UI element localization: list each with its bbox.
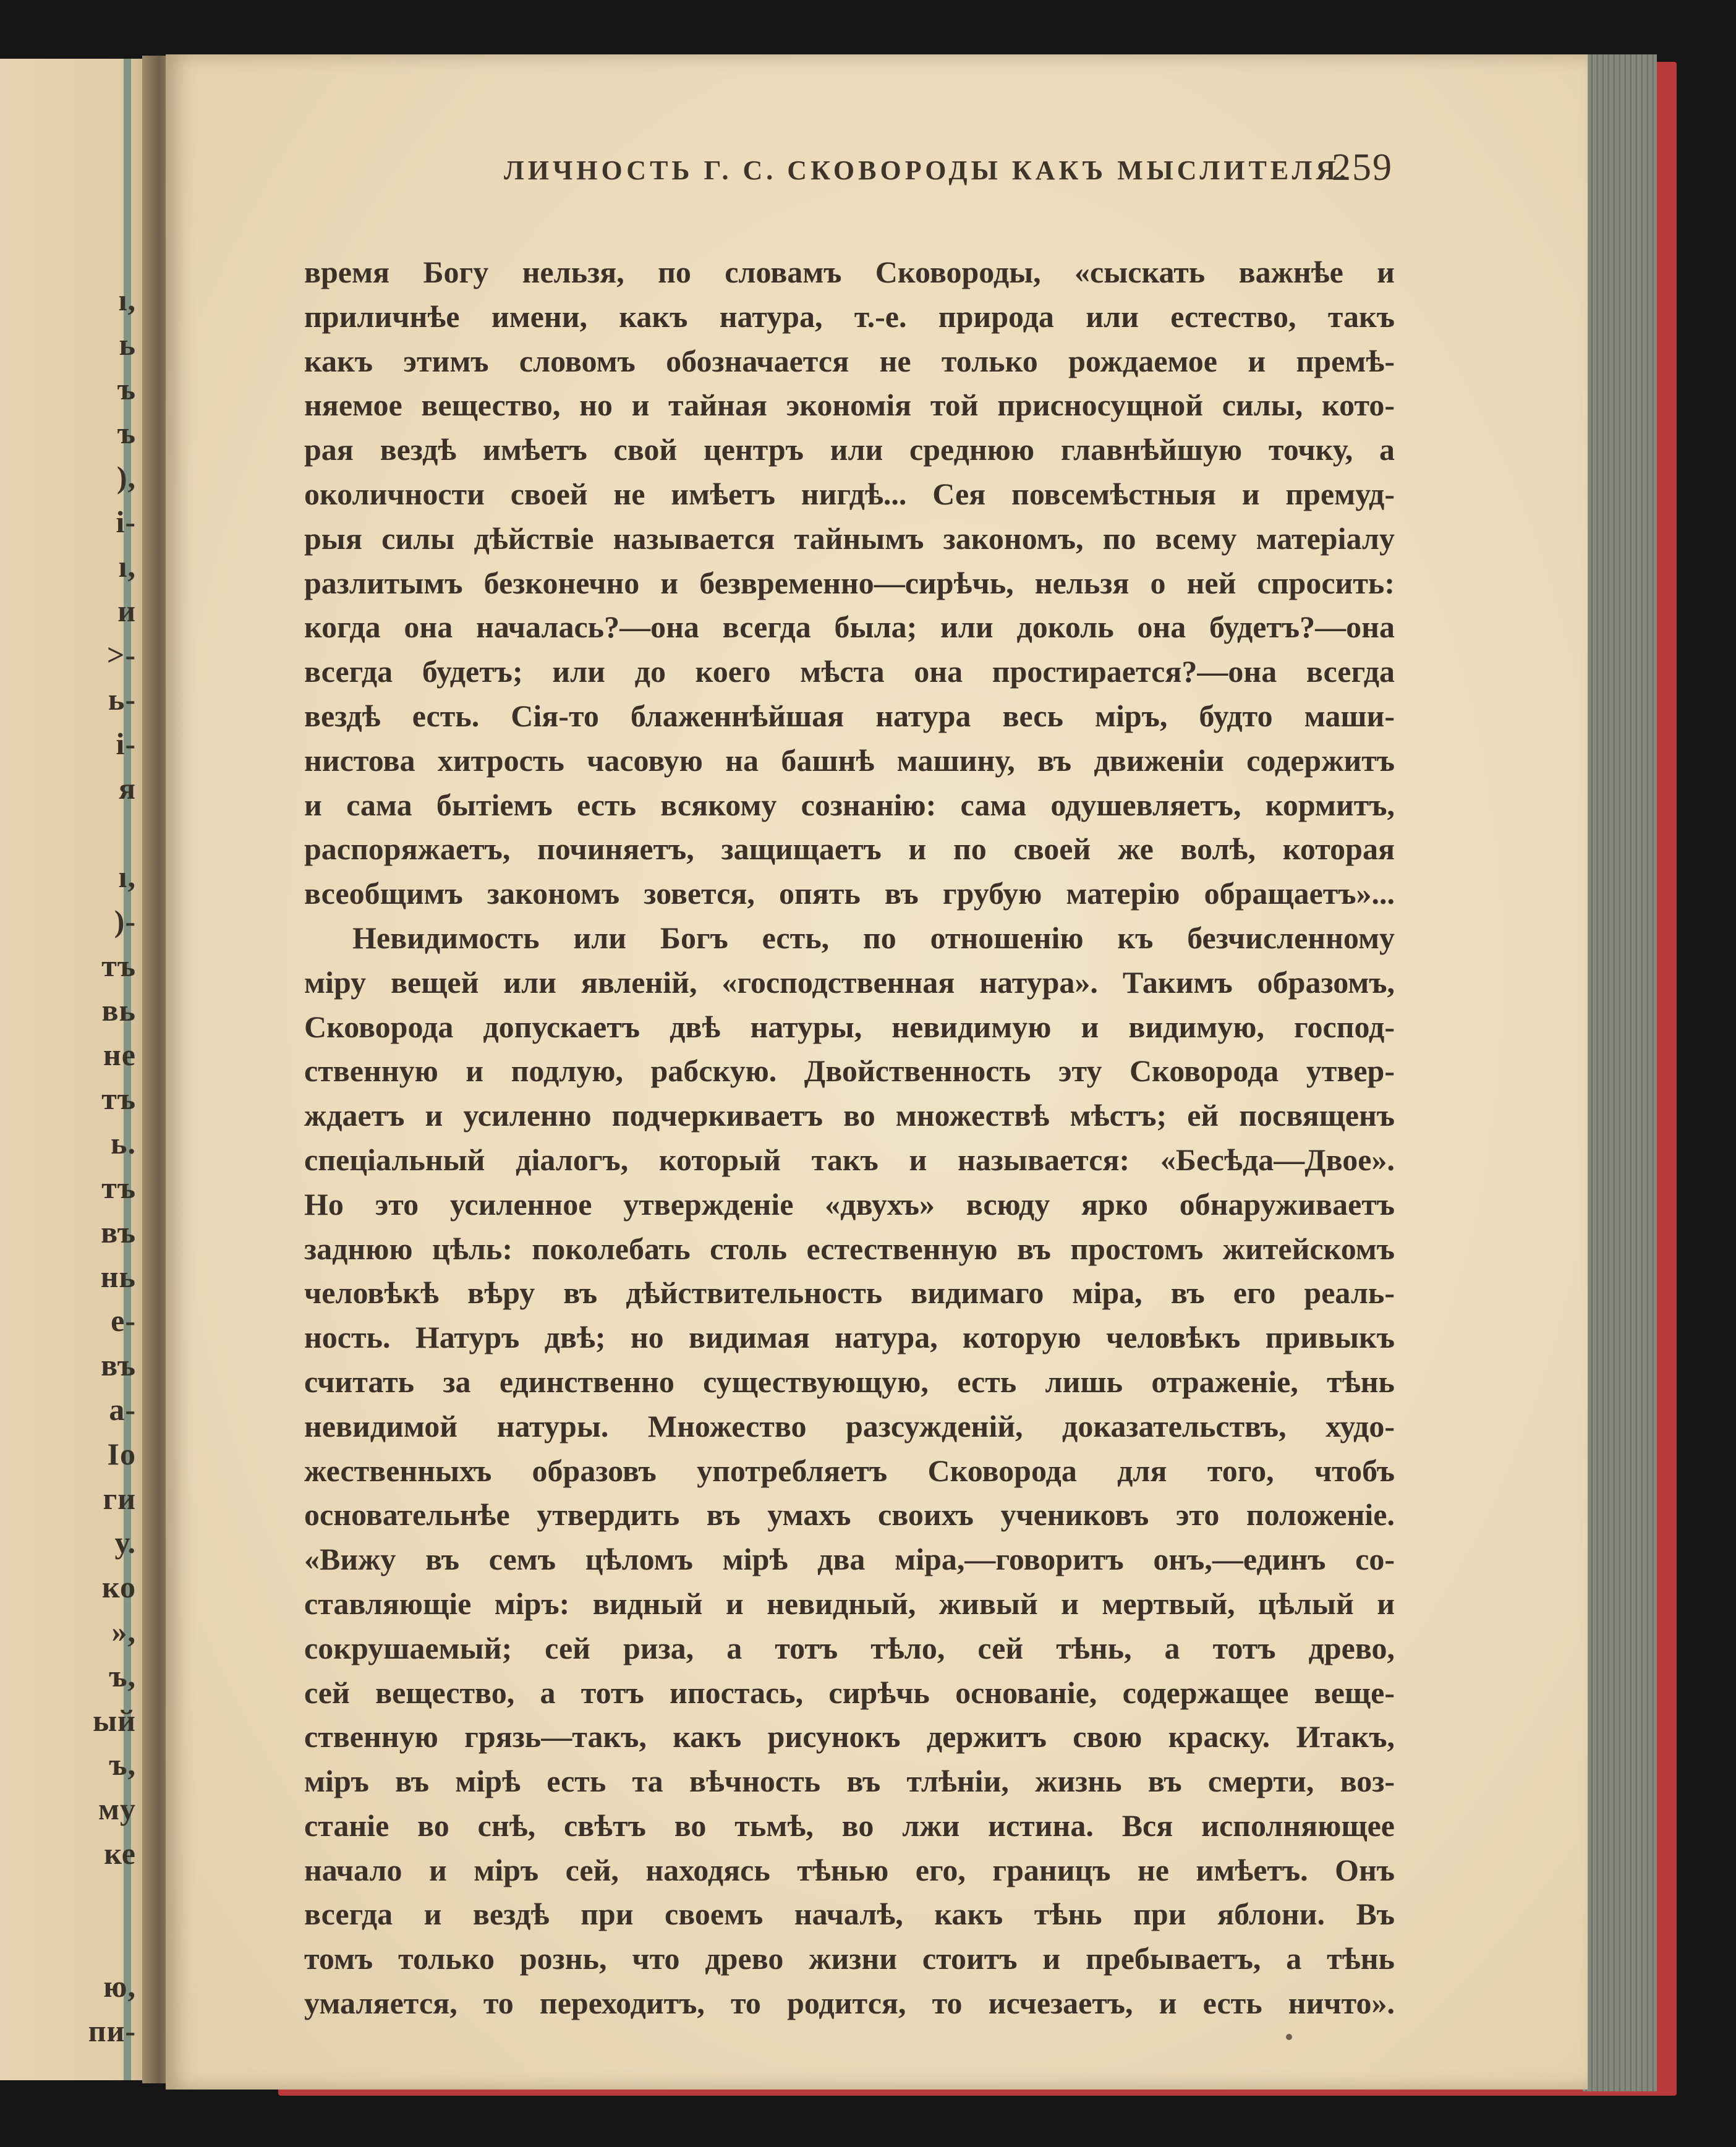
- text-line: распоряжаетъ, починяетъ, защищаетъ и по своей же волѣ, которая: [304, 831, 1395, 867]
- text-line: сей вещество, а тотъ ипостась, сирѣчь основаніе, содержащее веще-: [304, 1675, 1395, 1710]
- left-fragment: му: [98, 1792, 136, 1827]
- text-line: время Богу нельзя, по словамъ Сковороды, «сыскать важнѣе и: [304, 255, 1395, 289]
- text-line: человѣкѣ вѣру въ дѣйствительность видимаго міра, въ его реаль-: [304, 1275, 1395, 1311]
- left-fragment: я: [118, 770, 136, 806]
- left-fragment: ъ,: [109, 1658, 136, 1693]
- left-fragment: [87, 1920, 136, 1965]
- text-line: считать за единственно существующую, есть лишь отраженіе, тѣнь: [304, 1364, 1395, 1399]
- text-line: невидимой натуры. Множество разсужденій, доказательствъ, худо-: [304, 1408, 1395, 1443]
- text-line: станіе во снѣ, свѣтъ во тьмѣ, во лжи истина. Вся исполняющее: [304, 1808, 1395, 1843]
- page-number: 259: [1332, 147, 1393, 189]
- text-line: «Вижу въ семъ цѣломъ мірѣ два міра,—говоритъ онъ,—единъ со-: [304, 1542, 1395, 1577]
- text-line: умаляется, то переходитъ, то родится, то исчезаетъ, и есть ничто».: [304, 1986, 1395, 2021]
- text-line: спеціальный діалогъ, который такъ и называется: «Бесѣда—Двое».: [304, 1142, 1395, 1177]
- left-fragment: ı,: [118, 283, 136, 317]
- left-fragment: ке: [104, 1835, 136, 1871]
- left-fragment: [87, 1876, 136, 1921]
- ink-speck: [1286, 2034, 1292, 2040]
- left-fragment: ю,: [103, 1969, 136, 2004]
- left-fragment: i-: [116, 504, 136, 539]
- left-fragment: ı,: [118, 548, 136, 584]
- left-fragment: вь: [101, 992, 136, 1027]
- left-fragment: ь: [119, 326, 136, 362]
- text-line: міръ въ мірѣ есть та вѣчность въ тлѣніи, жизнь въ смерти, воз-: [304, 1764, 1395, 1799]
- text-line: ставляющіе міръ: видный и невидный, живый и мертвый, цѣлый и: [304, 1586, 1395, 1621]
- left-fragment: пи-: [88, 2013, 136, 2049]
- text-line: всеобщимъ закономъ зовется, опять въ грубую матерію обращаетъ»...: [304, 876, 1395, 911]
- text-line: сокрушаемый; сей риза, а тотъ тѣло, сей тѣнь, а тотъ древо,: [304, 1630, 1395, 1665]
- left-fragment: е-: [111, 1303, 136, 1338]
- text-line: и сама бытіемъ есть всякому сознанію: сама одушевляетъ, кормитъ,: [304, 787, 1395, 822]
- text-line: Сковорода допускаетъ двѣ натуры, невидимую и видимую, господ-: [304, 1009, 1395, 1044]
- left-fragment: »,: [111, 1613, 136, 1649]
- left-fragment: тъ: [101, 1170, 136, 1205]
- left-fragment: нь: [100, 1259, 136, 1294]
- left-fragment: )-: [114, 904, 136, 939]
- text-line: приличнѣе имени, какъ натура, т.-е. природа или естество, такъ: [304, 299, 1395, 334]
- text-line: вездѣ есть. Сія-то блаженнѣйшая натура весь міръ, будто маши-: [304, 698, 1395, 733]
- text-line: ственную грязь—такъ, какъ рисунокъ держитъ свою краску. Итакъ,: [304, 1719, 1395, 1754]
- running-head: [343, 142, 1394, 204]
- left-fragment: а-: [109, 1392, 136, 1427]
- left-fragment: ı,: [118, 859, 136, 895]
- left-fragment: ),: [116, 460, 136, 495]
- text-line: нистова хитрость часовую на башнѣ машину, въ движеніи содержитъ: [304, 742, 1395, 778]
- text-line: разлитымъ безконечно и безвременно—сирѣчь, нельзя о ней спросить:: [304, 565, 1395, 600]
- text-line: няемое вещество, но и тайная экономія той присносущной силы, кото-: [304, 388, 1395, 423]
- left-fragment: [87, 811, 136, 856]
- left-fragment: ь-: [108, 682, 136, 717]
- text-line: всегда и вездѣ при своемъ началѣ, какъ тѣнь при яблони. Въ: [304, 1897, 1395, 1932]
- left-fragment: i-: [116, 726, 136, 761]
- left-fragment: ко: [101, 1570, 136, 1605]
- left-fragment: ги: [103, 1481, 136, 1516]
- left-fragment: не: [103, 1037, 136, 1072]
- text-line: жественныхъ образовъ употребляетъ Сковорода для того, чтобъ: [304, 1453, 1395, 1488]
- left-fragment: ый: [93, 1703, 136, 1738]
- left-fragment: ъ: [117, 415, 136, 451]
- left-fragment: ъ: [117, 371, 136, 406]
- left-fragment: у.: [114, 1525, 136, 1560]
- text-line: томъ только рознь, что древо жизни стоитъ и пребываетъ, а тѣнь: [304, 1941, 1395, 1976]
- left-fragment: ь.: [111, 1126, 136, 1161]
- left-fragment: въ: [101, 1348, 136, 1383]
- text-line: всегда будетъ; или до коего мѣста она простирается?—она всегда: [304, 654, 1395, 689]
- text-line: ность. Натуръ двѣ; но видимая натура, которую человѣкъ привыкъ: [304, 1320, 1395, 1355]
- left-fragment: ъ,: [109, 1747, 136, 1782]
- body-text: [304, 250, 1395, 2026]
- paragraph-start-line: Невидимость или Богъ есть, по отношенію къ безчисленному: [352, 920, 1395, 955]
- left-page-text-fragments: [87, 278, 136, 2054]
- text-line: основательнѣе утвердить въ умахъ своихъ учениковъ это положеніе.: [304, 1497, 1395, 1533]
- page-edges: [1583, 54, 1657, 2091]
- left-fragment: тъ: [101, 948, 136, 983]
- text-line: міру вещей или явленій, «господственная натура». Такимъ образомъ,: [304, 964, 1395, 1000]
- left-fragment: въ: [101, 1214, 136, 1249]
- left-fragment: тъ: [101, 1081, 136, 1116]
- text-line: рыя силы дѣйствіе называется тайнымъ закономъ, по всему матеріалу: [304, 521, 1395, 556]
- text-line: рая вездѣ имѣетъ свой центръ или среднюю главнѣйшую точку, а: [304, 432, 1395, 467]
- left-fragment: Io: [107, 1436, 136, 1471]
- text-line: когда она началась?—она всегда была; или доколь она будетъ?—она: [304, 610, 1395, 645]
- text-line: ственную и подлую, рабскую. Двойственность эту Сковорода утвер-: [304, 1053, 1395, 1089]
- text-line: околичности своей не имѣетъ нигдѣ... Сея повсемѣстныя и премуд-: [304, 476, 1395, 511]
- running-head-title: ЛИЧНОСТЬ Г. С. СКОВОРОДЫ КАКЪ МЫСЛИТЕЛЯ.: [504, 155, 1350, 185]
- text-line: начало и міръ сей, находясь тѣнью его, границъ не имѣетъ. Онъ: [304, 1852, 1395, 1887]
- text-line: заднюю цѣль: поколебать столь естественную въ простомъ житейскомъ: [304, 1231, 1395, 1266]
- text-line: какъ этимъ словомъ обозначается не только рождаемое и премѣ-: [304, 343, 1395, 378]
- text-line: Но это усиленное утвержденіе «двухъ» всюду ярко обнаруживаетъ: [304, 1186, 1395, 1222]
- text-line: ждаетъ и усиленно подчеркиваетъ во множествѣ мѣстъ; ей посвященъ: [304, 1098, 1395, 1133]
- left-fragment: и: [117, 593, 136, 628]
- left-fragment: >-: [106, 637, 136, 673]
